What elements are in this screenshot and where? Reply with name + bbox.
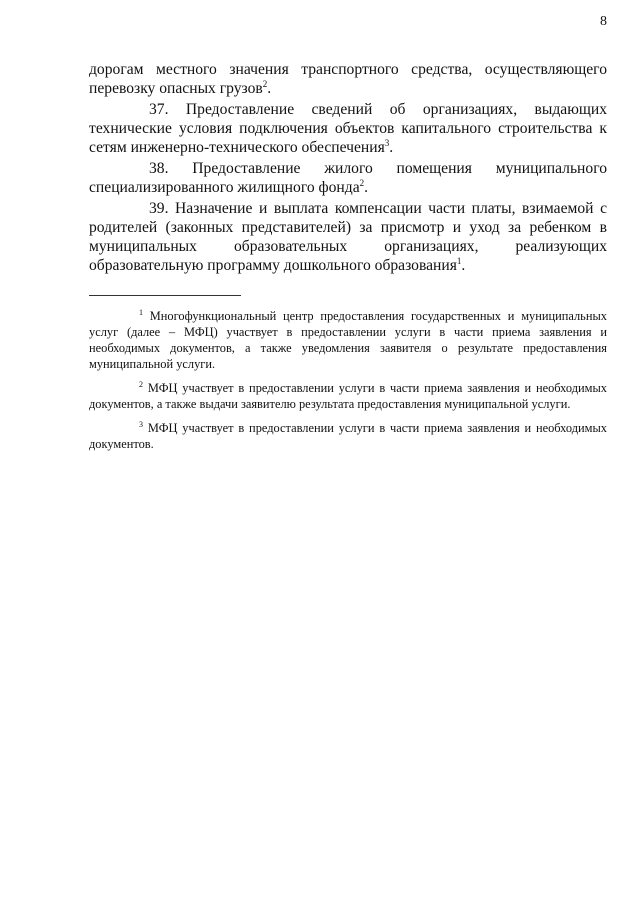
paragraph-item-38	[89, 159, 607, 197]
paragraph-continuation	[89, 60, 607, 98]
footnote-ref: 3	[384, 137, 390, 148]
document-body	[89, 60, 607, 460]
footnote-text: МФЦ участвует в предоставлении услуги в части приема заявления и необходимых документов, а также выдачи заявителю результата предоставления муниципальной услуги.	[89, 381, 607, 411]
footnote-ref: 1	[456, 255, 462, 266]
footnote-3	[89, 420, 607, 452]
paragraph-end: .	[389, 139, 394, 156]
paragraph-item-39	[89, 199, 607, 275]
paragraph-end: .	[267, 80, 272, 97]
paragraph-text: 37. Предоставление сведений об организациях, выдающих технические условия подключения объектов капитального строительства к сетям инженерно-технического обеспечения	[89, 101, 607, 156]
footnote-text: Многофункциональный центр предоставления государственных и муниципальных услуг (далее – МФЦ) участвует в предоставлении услуги в части приема заявления и необходимых документов, а также уведомления заявителя о результате предоставления муниципальной услуги.	[89, 309, 607, 371]
footnote-number: 1	[139, 307, 143, 317]
paragraph-end: .	[461, 257, 466, 274]
footnote-ref: 2	[262, 78, 268, 89]
footnote-1	[89, 308, 607, 372]
page-number: 8	[600, 14, 607, 29]
footnote-2	[89, 380, 607, 412]
footnote-ref: 2	[359, 177, 365, 188]
paragraph-end: .	[364, 179, 369, 196]
paragraph-text: 38. Предоставление жилого помещения муниципального специализированного жилищного фонда	[89, 160, 607, 196]
footnote-separator	[89, 295, 241, 296]
footnote-number: 3	[139, 419, 143, 429]
footnote-text: МФЦ участвует в предоставлении услуги в части приема заявления и необходимых документов.	[89, 421, 607, 451]
footnote-number: 2	[139, 379, 143, 389]
paragraph-text: дорогам местного значения транспортного средства, осуществляющего перевозку опасных грузов	[89, 61, 607, 97]
paragraph-item-37	[89, 100, 607, 157]
paragraph-text: 39. Назначение и выплата компенсации части платы, взимаемой с родителей (законных представителей) за присмотр и уход за ребенком в муниципальных образовательных организациях, реализующих образовательную программу дошкольного образования	[89, 200, 607, 274]
